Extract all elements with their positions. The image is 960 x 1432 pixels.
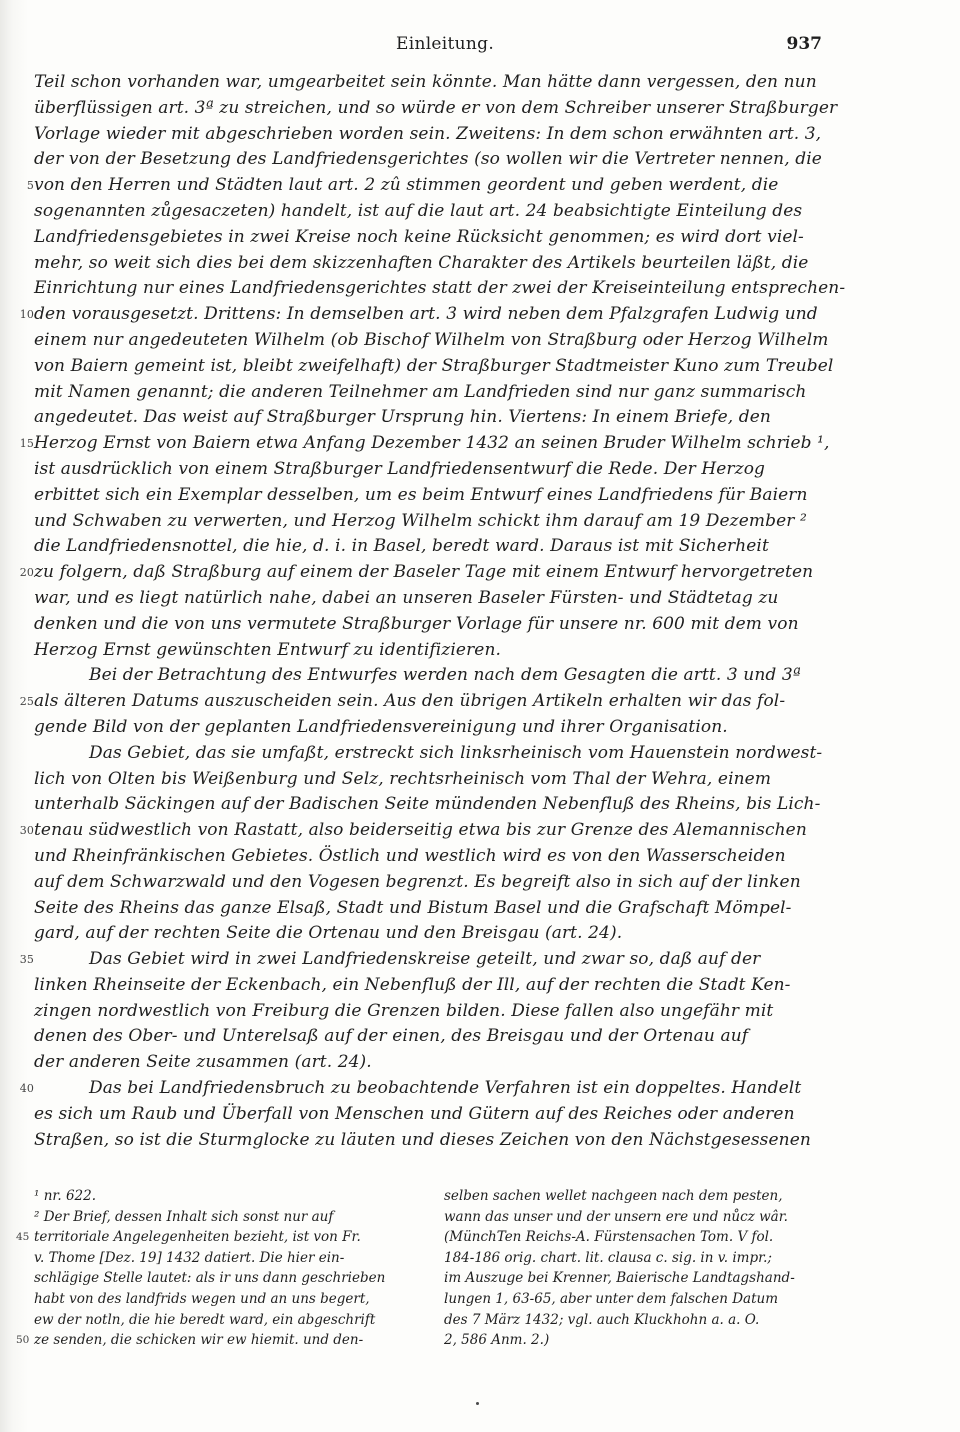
line-text: einem nur angedeuteten Wilhelm (ob Bischof Wilhelm von Straßburg oder Herzog Wilhelm — [34, 329, 829, 350]
text-line — [34, 1128, 834, 1154]
text-line — [34, 1024, 834, 1050]
footnote-line: 2, 586 Anm. 2.) — [444, 1332, 550, 1349]
footnote-line — [34, 1310, 416, 1331]
line-number: 25 — [19, 695, 34, 709]
footnote-line: selben sachen wellet nachgeen nach dem pesten, — [444, 1188, 783, 1204]
line-text: zu folgern, daß Straßburg auf einem der Baseler Tage mit einem Entwurf hervorgetreten — [34, 562, 814, 583]
line-number: 10 — [19, 308, 34, 322]
footnote-text: v. Thome [Dez. 19] 1432 datiert. Die hier ein- — [34, 1249, 345, 1266]
text-line — [34, 509, 834, 535]
line-text: war, und es liegt natürlich nahe, dabei an unseren Baseler Fürsten- und Städtetag zu — [34, 587, 779, 608]
line-number: 40 — [19, 1082, 34, 1096]
text-line — [34, 147, 834, 173]
running-header — [0, 34, 960, 58]
line-text: und Schwaben zu verwerten, und Herzog Wilhelm schickt ihm darauf am 19 Dezember ² — [34, 510, 807, 531]
text-line — [34, 96, 838, 122]
line-text: auf dem Schwarzwald und den Vogesen begrenzt. Es begreift also in sich auf der linken — [34, 871, 801, 892]
footnote-line — [16, 1227, 416, 1248]
text-line — [19, 947, 834, 973]
text-line — [34, 612, 834, 638]
footnote-line — [34, 1248, 416, 1269]
footnote-text: habt von des landfrids wegen und an uns begert, — [34, 1290, 370, 1307]
line-text: Straßen, so ist die Sturmglocke zu läuten und dieses Zeichen von den Nächstgesessenen — [34, 1129, 811, 1150]
line-text: Vorlage wieder mit abgeschrieben worden sein. Zweitens: In dem schon erwähnten art. 3, — [34, 123, 822, 144]
footnote-line: im Auszuge bei Krenner, Baierische Landtagshand- — [444, 1270, 795, 1287]
footnote-text: ze senden, die schicken wir ew hiemit. und den- — [34, 1332, 364, 1349]
footnote-line — [16, 1330, 416, 1351]
text-line — [34, 921, 834, 947]
line-text: tenau südwestlich von Rastatt, also beiderseitig etwa bis zur Grenze des Alemannischen — [34, 820, 807, 841]
text-line — [19, 1076, 834, 1102]
text-line — [34, 380, 834, 406]
line-text: Das bei Landfriedensbruch zu beobachtende Verfahren ist ein doppeltes. Handelt — [89, 1078, 802, 1099]
text-line — [19, 302, 834, 328]
line-number: 5 — [26, 179, 34, 193]
text-line — [34, 973, 834, 999]
line-text: Herzog Ernst gewünschten Entwurf zu identifizieren. — [34, 639, 502, 660]
text-line — [34, 199, 834, 225]
line-text: Herzog Ernst von Baiern etwa Anfang Dezember 1432 an seinen Bruder Wilhelm schrieb ¹, — [34, 433, 830, 454]
text-line — [34, 354, 834, 380]
line-text: Einrichtung nur eines Landfriedensgerichtes statt der zwei der Kreiseinteilung entsprechen- — [34, 278, 846, 299]
text-line — [34, 122, 834, 148]
text-line — [19, 560, 834, 586]
text-line — [34, 767, 834, 793]
line-text: gard, auf der rechten Seite die Ortenau und den Breisgau (art. 24). — [34, 923, 623, 944]
line-number: 35 — [19, 953, 34, 967]
text-line — [34, 896, 834, 922]
text-line — [34, 999, 834, 1025]
footnote-line: des 7 März 1432; vgl. auch Kluckhohn a. a. O. — [444, 1311, 760, 1328]
line-text: es sich um Raub und Überfall von Menschen und Gütern auf des Reiches oder anderen — [34, 1103, 795, 1124]
line-text: denen des Ober- und Unterelsaß auf der einen, des Breisgau und der Ortenau auf — [34, 1026, 749, 1047]
text-line — [34, 534, 834, 560]
line-text: sogenannten zůgesaczeten) handelt, ist auf die laut art. 24 beabsichtigte Einteilung des — [34, 200, 803, 221]
page-number: 937 — [786, 34, 822, 54]
text-line — [34, 70, 834, 96]
text-line — [34, 715, 834, 741]
text-line — [34, 844, 834, 870]
line-text: Landfriedensgebietes in zwei Kreise noch keine Rücksicht genommen; es wird dort viel- — [34, 226, 804, 247]
text-line — [34, 741, 834, 767]
line-text: zingen nordwestlich von Freiburg die Grenzen bilden. Diese fallen also ungefähr mit — [34, 1000, 774, 1021]
footnotes-left-column — [16, 1186, 416, 1351]
text-line — [34, 457, 834, 483]
text-line — [34, 1102, 834, 1128]
text-line — [34, 225, 834, 251]
text-line — [34, 483, 834, 509]
footnote-line — [34, 1186, 416, 1207]
text-line — [34, 663, 834, 689]
footnote-text: schlägige Stelle lautet: als ir uns dann geschrieben — [34, 1270, 386, 1287]
line-text: Seite des Rheins das ganze Elsaß, Stadt und Bistum Basel und die Grafschaft Mömpel- — [34, 897, 792, 918]
line-text: von Baiern gemeint ist, bleibt zweifelhaft) der Straßburger Stadtmeister Kuno zum Treubel — [34, 355, 834, 376]
line-text: mit Namen genannt; die anderen Teilnehmer am Landfrieden sind nur ganz summarisch — [34, 381, 807, 402]
footnote-text: ew der notln, die hie beredt ward, ein abgeschrift — [34, 1311, 376, 1328]
line-text: den vorausgesetzt. Drittens: In demselben art. 3 wird neben dem Pfalzgrafen Ludwig und — [34, 304, 818, 325]
line-text: Teil schon vorhanden war, umgearbeitet sein könnte. Man hätte dann vergessen, den nun — [34, 72, 817, 92]
footnote-line: lungen 1, 63-65, aber unter dem falschen Datum — [444, 1290, 779, 1307]
line-text: mehr, so weit sich dies bei dem skizzenhaften Charakter des Artikels beurteilen läßt, die — [34, 252, 809, 273]
line-number: 50 — [16, 1334, 30, 1347]
text-line — [19, 689, 834, 715]
line-text: gende Bild von der geplanten Landfriedensvereinigung und ihrer Organisation. — [34, 716, 728, 737]
text-line — [19, 818, 834, 844]
main-text-block — [19, 70, 846, 1153]
line-text: Das Gebiet wird in zwei Landfriedenskreise geteilt, und zwar so, daß auf der — [89, 949, 761, 970]
footnote-text: ¹ nr. 622. — [34, 1188, 97, 1204]
line-text: von den Herren und Städten laut art. 2 zû stimmen geordent und geben werdent, die — [34, 175, 779, 196]
line-number: 30 — [19, 824, 34, 838]
line-text: denken und die von uns vermutete Straßburger Vorlage für unsere nr. 600 mit dem von — [34, 613, 799, 634]
line-text: linken Rheinseite der Eckenbach, ein Nebenfluß der Ill, auf der rechten die Stadt Ken- — [34, 974, 791, 995]
text-line — [34, 251, 834, 277]
line-text: als älteren Datums auszuscheiden sein. Aus den übrigen Artikeln erhalten wir das fol- — [34, 691, 786, 712]
text-line — [34, 276, 846, 302]
footnote-line — [34, 1268, 416, 1289]
text-line — [34, 638, 834, 664]
text-line — [34, 792, 834, 818]
footnote-text: territoriale Angelegenheiten bezieht, ist von Fr. — [34, 1229, 361, 1246]
text-line — [34, 328, 834, 354]
line-text: der von der Besetzung des Landfriedensgerichtes (so wollen wir die Vertreter nennen, die — [34, 149, 822, 170]
line-text: überflüssigen art. 3ª zu streichen, und so würde er von dem Schreiber unserer Straßburger — [34, 97, 838, 118]
line-text: Bei der Betrachtung des Entwurfes werden nach dem Gesagten die artt. 3 und 3ª — [89, 665, 801, 686]
line-text: ist ausdrücklich von einem Straßburger Landfriedensentwurf die Rede. Der Herzog — [34, 458, 766, 479]
footnote-text: ² Der Brief, dessen Inhalt sich sonst nur auf — [34, 1208, 334, 1225]
line-text: und Rheinfränkischen Gebietes. Östlich und westlich wird es von den Wasserscheiden — [34, 845, 786, 866]
footnote-line: 184-186 orig. chart. lit. clausa c. sig. in v. impr.; — [444, 1249, 772, 1266]
footnote-line: wann das unser und der unsern ere und nůcz wâr. — [444, 1208, 788, 1225]
footnote-line — [34, 1289, 416, 1310]
text-line — [26, 173, 834, 199]
line-text: angedeutet. Das weist auf Straßburger Ursprung hin. Viertens: In einem Briefe, den — [34, 407, 771, 428]
text-line — [34, 586, 834, 612]
text-line — [19, 431, 834, 457]
line-number: 15 — [19, 437, 34, 451]
line-text: Das Gebiet, das sie umfaßt, erstreckt sich linksrheinisch vom Hauenstein nordwest- — [89, 742, 823, 763]
footnote-line — [34, 1207, 416, 1228]
line-text: unterhalb Säckingen auf der Badischen Seite mündenden Nebenfluß des Rheins, bis Lich- — [34, 794, 821, 815]
line-text: lich von Olten bis Weißenburg und Selz, rechtsrheinisch vom Thal der Wehra, einem — [34, 768, 772, 789]
print-speck — [476, 1402, 479, 1405]
running-head-title: Einleitung. — [396, 34, 495, 54]
line-text: der anderen Seite zusammen (art. 24). — [34, 1052, 372, 1073]
text-line — [34, 870, 834, 896]
line-number: 45 — [16, 1231, 30, 1244]
line-text: die Landfriedensnottel, die hie, d. i. in Basel, beredt ward. Daraus ist mit Sicherheit — [34, 536, 769, 557]
footnotes-right-column — [444, 1186, 840, 1351]
footnote-line: (MünchTen Reichs-A. Fürstensachen Tom. V fol. — [444, 1229, 774, 1246]
line-text: erbittet sich ein Exemplar desselben, um es beim Entwurf eines Landfriedens für Baiern — [34, 484, 808, 505]
text-line — [34, 405, 834, 431]
text-line — [34, 1050, 834, 1076]
line-number: 20 — [19, 566, 34, 580]
